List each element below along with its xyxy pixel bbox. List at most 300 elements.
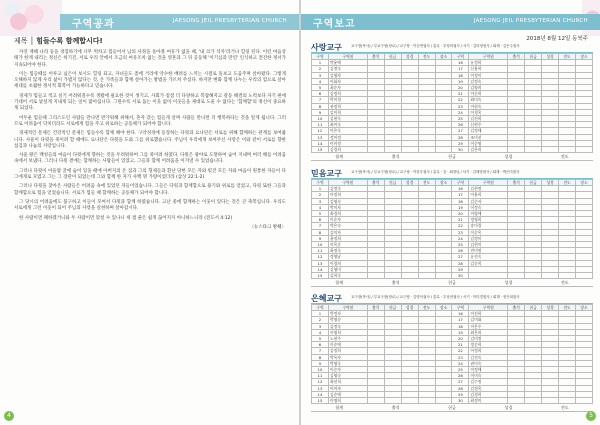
paragraph: 어두운 힘들때 그리스도인 사람들 만나면 반가워해 위해서, 혼자 갔는 힘들게 살며 사람들 만나면 더 행복하다는 것을 알게 됩니다. 그러므로 어려움이 닥치더라도 서로에게 힘을 주고 위로하는 공동체가 되어야 합니다. — [14, 115, 286, 127]
blank-cell — [435, 273, 452, 279]
member-name: 김정애 — [469, 128, 508, 134]
group-number: 10 — [312, 116, 329, 122]
group-number: 25 — [452, 367, 469, 373]
blank-cell — [508, 273, 525, 279]
summary-row — [311, 153, 593, 161]
blank-cell — [559, 147, 576, 153]
right-page-title: 구역보고 — [313, 19, 356, 30]
group-number: 15 — [312, 147, 329, 153]
group-number: 17 — [452, 66, 469, 72]
member-name: 김경희 — [469, 391, 508, 397]
blank-cell — [508, 398, 525, 404]
blank-cell — [435, 147, 452, 153]
group-number: 24 — [452, 235, 469, 241]
blank-cell — [418, 398, 435, 404]
member-name: 조미선 — [469, 134, 508, 140]
group-number: 30 — [452, 147, 469, 153]
group-number: 22 — [452, 97, 469, 103]
paragraph: 경제가 힘들고 적고 실기 어려워질수록 생활에 필요한 것이 생기고, 사회가 점점 더 다양하고 복잡해지고 갈등 해결의 노력보다 자기 편에 기대어 서로 낯설게 지내게 되는 일이 많아집니다. 그럴수록 서로 돕는 이웃 없이 이웃들을 제대로 도울 수 없다는 '함께함'의 정신이 중요하게 되었다. — [14, 93, 286, 112]
right-page-subtitle: JAESONG JEIL PRESBYTERIAN CHURCH — [473, 18, 588, 24]
district-header — [311, 293, 593, 304]
member-name: 김정희 — [328, 348, 367, 354]
member-name: 권미숙 — [469, 360, 508, 366]
group-number: 26 — [452, 373, 469, 379]
column-header: 구역 — [312, 305, 329, 311]
column-header: 구역원 — [469, 54, 508, 60]
member-name: 이정미 — [469, 72, 508, 78]
group-number: 18 — [452, 323, 469, 329]
group-number: 30 — [452, 273, 469, 279]
member-name: 김경희 — [328, 147, 367, 153]
member-name: 김진숙 — [469, 354, 508, 360]
group-number: 28 — [452, 385, 469, 391]
group-number: 13 — [312, 385, 329, 391]
group-number: 26 — [452, 122, 469, 128]
blank-cell — [508, 147, 525, 153]
lesson-title: 힘들수록 함께합시다! — [36, 37, 103, 45]
group-number: 2 — [312, 192, 329, 198]
group-number: 19 — [452, 329, 469, 335]
group-number: 20 — [452, 336, 469, 342]
member-name: 김정숙 — [328, 66, 367, 72]
column-header: 구역원 — [328, 305, 367, 311]
summary-label: 성경 — [504, 405, 513, 411]
summary-label: 출석 — [391, 405, 400, 411]
column-header: 장소 — [575, 305, 592, 311]
blank-cell — [384, 398, 401, 404]
group-number: 4 — [312, 204, 329, 210]
group-number: 16 — [452, 311, 469, 317]
member-name: 박영숙 — [328, 360, 367, 366]
district-block — [311, 293, 593, 412]
column-header: 헌금 — [525, 180, 542, 186]
member-name: 박미경 — [328, 97, 367, 103]
group-number: 2 — [312, 66, 329, 72]
group-number: 17 — [452, 192, 469, 198]
summary-label: 합계 — [335, 154, 344, 160]
member-name: 이은주 — [469, 323, 508, 329]
group-number: 16 — [452, 60, 469, 66]
member-name: 최미숙 — [328, 122, 367, 128]
column-header: 구역 — [452, 180, 469, 186]
column-header: 성경 — [401, 180, 418, 186]
group-number: 3 — [312, 323, 329, 329]
member-name: 김순자 — [469, 198, 508, 204]
group-number: 18 — [452, 72, 469, 78]
member-name: 이영애 — [469, 211, 508, 217]
blank-cell — [384, 273, 401, 279]
group-number: 21 — [452, 91, 469, 97]
member-name: 이순희 — [469, 91, 508, 97]
member-name: 이경희 — [328, 260, 367, 266]
member-name: 김미희 — [328, 109, 367, 115]
group-number: 8 — [312, 103, 329, 109]
group-number: 11 — [312, 122, 329, 128]
district-header — [311, 168, 593, 179]
district-name: 사랑교구 — [311, 43, 342, 52]
paragraph: 그러나 다윗을 찾아온 사람들은 어려움 속에 있었던 자들이었습니다. 그들은 다윗과 함께함으로 용기와 위로를 얻었고, 다윗 또한 그들과 함께함으로 힘을 얻었습니다. 서로가 힘들 때 함께하는 공동체가 되어야 합니다. — [14, 184, 286, 196]
group-number: 13 — [312, 134, 329, 140]
member-name: 박옥자 — [328, 354, 367, 360]
member-name: 김현정 — [469, 186, 508, 192]
group-number: 5 — [312, 336, 329, 342]
group-number: 19 — [452, 204, 469, 210]
paragraph: 경제적인 문제든 건강적인 문제든 힘들수록 함께 해야 한다. 구약성경에 등장하는 다윗과 요나단은 서로를 위해 함께하는 관계를 보여줍니다. 사울이 다윗을 죽이려 할 때에도 요나단은 다윗을 도와 그를 위로했습니다. 주님이 우리에게 보여주신 사랑은 이와 같이 서로를 향한 섬김과 나눔의 사랑입니다. — [14, 131, 286, 149]
column-header: 전도 — [559, 180, 576, 186]
member-name: 최선희 — [328, 379, 367, 385]
member-name: 최순자 — [328, 85, 367, 91]
column-header: 출석 — [367, 305, 384, 311]
member-name: 최정숙 — [328, 248, 367, 254]
group-number: 10 — [312, 367, 329, 373]
member-name: 송미경 — [469, 223, 508, 229]
member-name: 김정숙 — [328, 323, 367, 329]
paragraph: 사울 왕은 백성들의 마음이 다윗에게 향하는 것을 두려워하여 그를 죽이려 하였다. 다윗은 광야로 도망하여 숨어 지내며 여러 해를 어려움 속에서 보냈다. 그러나 다윗 곁에는 함께하는 사람들이 있었고, 그들과 함께 어려움을 이겨낼 수 있었습니다. — [14, 153, 286, 165]
left-page-title: 구역공과 — [72, 19, 115, 30]
lesson-label: 제목 — [14, 37, 28, 45]
group-number: 11 — [312, 373, 329, 379]
blank-cell — [367, 147, 384, 153]
column-header: 전도 — [418, 54, 435, 60]
group-number: 4 — [312, 78, 329, 84]
member-name: 이명희 — [328, 398, 367, 404]
group-number: 14 — [312, 140, 329, 146]
group-number: 19 — [452, 78, 469, 84]
group-number: 25 — [452, 242, 469, 248]
group-number: 7 — [312, 348, 329, 354]
group-number: 14 — [312, 266, 329, 272]
group-number: 2 — [312, 317, 329, 323]
column-header: 장소 — [435, 305, 452, 311]
member-name: 정영희 — [469, 217, 508, 223]
member-name: 김정숙 — [469, 78, 508, 84]
member-name: 이순자 — [328, 217, 367, 223]
group-number: 27 — [452, 379, 469, 385]
column-header: 성경 — [542, 180, 559, 186]
district-name: 은혜교구 — [311, 294, 342, 303]
member-name: 김희숙 — [328, 273, 367, 279]
column-header: 출석 — [508, 180, 525, 186]
column-header: 구역 — [452, 54, 469, 60]
lesson-heading: 제목 │ 힘들수록 함께합시다! — [14, 37, 103, 45]
member-name: 최미숙 — [469, 97, 508, 103]
blank-cell — [575, 398, 592, 404]
group-number: 15 — [312, 398, 329, 404]
group-number: 10 — [312, 242, 329, 248]
closing-verse: 한 사람이면 패하겠거니와 두 사람이면 맞설 수 있나니 세 겹 줄은 쉽게 끊어지지 아니하느니라 (전도서 4:12) — [19, 215, 233, 221]
member-name: 김진희 — [469, 116, 508, 122]
group-number: 9 — [312, 360, 329, 366]
member-name: 신용희 — [469, 66, 508, 72]
left-page-subtitle: JAESONG JEIL PRESBYTERIAN CHURCH — [172, 18, 287, 24]
group-number: 1 — [312, 60, 329, 66]
member-name: 이정숙 — [469, 204, 508, 210]
group-number: 22 — [452, 348, 469, 354]
group-number: 12 — [312, 379, 329, 385]
summary-label: 출석 — [391, 154, 400, 160]
member-name: 최은희 — [469, 329, 508, 335]
column-header: 구역 — [312, 54, 329, 60]
blank-cell — [575, 147, 592, 153]
summary-label: 성경 — [504, 154, 513, 160]
group-number: 21 — [452, 217, 469, 223]
group-number: 3 — [312, 198, 329, 204]
blank-cell — [418, 273, 435, 279]
summary-label: 전도 — [560, 405, 569, 411]
member-name: 박정자 — [328, 311, 367, 317]
blank-cell — [542, 147, 559, 153]
column-header: 구역원 — [469, 180, 508, 186]
column-header: 구역원 — [328, 54, 367, 60]
column-header: 성경 — [542, 305, 559, 311]
summary-label: 헌금 — [448, 280, 456, 286]
group-number: 9 — [312, 109, 329, 115]
member-name: 김정희 — [328, 91, 367, 97]
member-name: 박영순 — [328, 317, 367, 323]
member-name: 김정옥 — [469, 385, 508, 391]
column-header: 전도 — [559, 305, 576, 311]
lesson-body — [14, 50, 286, 231]
member-name: 김영희 — [469, 85, 508, 91]
group-number: 11 — [312, 248, 329, 254]
member-name: 이정애 — [469, 367, 508, 373]
member-name: 최경희 — [328, 211, 367, 217]
member-name: 이경옥 — [469, 109, 508, 115]
column-header: 성경 — [401, 305, 418, 311]
column-header: 구역 — [312, 180, 329, 186]
summary-label: 헌금 — [448, 405, 456, 411]
column-header: 장소 — [575, 180, 592, 186]
blank-cell — [367, 398, 384, 404]
member-name — [469, 273, 508, 279]
member-name: 이화자 — [328, 78, 367, 84]
member-name: 윤정희 — [328, 235, 367, 241]
member-name: 김은희 — [469, 147, 508, 153]
district-name: 믿음교구 — [311, 169, 342, 178]
member-name: 노현주 — [328, 336, 367, 342]
district-block — [311, 168, 593, 287]
group-number: 6 — [312, 342, 329, 348]
member-name: 정영남 — [328, 254, 367, 260]
table-row — [312, 273, 593, 279]
member-name: 이미정 — [328, 140, 367, 146]
member-name: 이순옥 — [469, 229, 508, 235]
member-name: 김미화 — [469, 317, 508, 323]
blank-cell — [559, 273, 576, 279]
member-name: 김정미 — [469, 235, 508, 241]
group-number: 14 — [312, 391, 329, 397]
column-header: 구역원 — [328, 180, 367, 186]
group-number: 12 — [312, 254, 329, 260]
member-name: 박윤애 — [328, 60, 367, 66]
member-name: 이현숙 — [469, 103, 508, 109]
blank-cell — [401, 398, 418, 404]
member-name: 이정희 — [328, 192, 367, 198]
member-name: 김영미 — [328, 266, 367, 272]
paragraph: 그 당시의 어려움에도 불구하고 이들이 모여서 다윗과 함께 하였습니다. 고난 중에 함께하는 이웃이 있다는 것은 큰 축복입니다. 우리도 서로에게 그런 이웃이 되어 주님의 사랑을 실천하며 살아갑시다. — [14, 199, 286, 212]
summary-label: 합계 — [335, 280, 344, 286]
right-page — [301, 0, 600, 425]
member-name: 이순애 — [328, 342, 367, 348]
table-row — [312, 147, 593, 153]
group-number: 23 — [452, 354, 469, 360]
member-name: 김현미 — [469, 242, 508, 248]
summary-label: 헌금 — [448, 154, 456, 160]
group-number: 15 — [312, 273, 329, 279]
group-number: 13 — [312, 260, 329, 266]
column-header: 구역 — [452, 305, 469, 311]
member-name: 김미정 — [469, 336, 508, 342]
group-number: 24 — [452, 360, 469, 366]
district-leaders: 교구장(목사) / 부교구장(장로) / 교구장 · 김명석권사 / 총무 · 우상현권사 / 서기 · 이미경집사 / 회계 · 정은희집사 — [351, 295, 520, 299]
group-number: 16 — [452, 186, 469, 192]
group-number: 24 — [452, 109, 469, 115]
group-number: 27 — [452, 128, 469, 134]
group-number: 20 — [452, 211, 469, 217]
member-name: 이순영 — [469, 140, 508, 146]
member-name: 김순애 — [328, 391, 367, 397]
group-number: 1 — [312, 311, 329, 317]
column-header: 헌금 — [525, 305, 542, 311]
group-number: 7 — [312, 97, 329, 103]
member-name: 김영숙 — [328, 198, 367, 204]
member-name: 이미숙 — [469, 373, 508, 379]
group-number: 27 — [452, 254, 469, 260]
group-number: 3 — [312, 72, 329, 78]
summary-label: 성경 — [504, 280, 513, 286]
group-number: 6 — [312, 91, 329, 97]
column-header: 장소 — [435, 180, 452, 186]
group-number: 4 — [312, 329, 329, 335]
member-name: 박미자 — [328, 204, 367, 210]
source-note: 〈뉴스타크 발췌〉 — [249, 224, 286, 230]
member-name: 이정희 — [469, 348, 508, 354]
member-name: 이순자 — [328, 367, 367, 373]
group-number: 1 — [312, 186, 329, 192]
group-number: 20 — [452, 85, 469, 91]
member-name: 전미정 — [469, 248, 508, 254]
group-number: 21 — [452, 342, 469, 348]
member-name: 유진숙 — [469, 254, 508, 260]
group-number: 5 — [312, 211, 329, 217]
column-header: 헌금 — [384, 54, 401, 60]
member-name: 김미자 — [328, 229, 367, 235]
attendance-table — [311, 304, 593, 404]
paragraph: 이는 힘들때를 어루고 넘은이 보시도 힐링 되고, 자녀들도 좀에 거리에 악수한 배려를 느끼는 시절로 돌보고 도움주며 살아왔다. 그렇게 오해하지 않게 우리 삶이 가볍지 않다는 것, 온 가족들과 함께 살아가는 방법을 가르쳐 주셨다. 하지만 변화 함께 나누는 우리의 힘으로 살아 세대를 초월한 정서적 회복이 가능하다고 믿습니다. — [14, 71, 286, 90]
left-page — [0, 0, 299, 425]
blank-cell — [575, 273, 592, 279]
column-header: 출석 — [508, 54, 525, 60]
blank-cell — [401, 147, 418, 153]
summary-label: 전도 — [560, 154, 569, 160]
group-number: 29 — [452, 140, 469, 146]
blank-cell — [525, 273, 542, 279]
group-number: 30 — [452, 398, 469, 404]
table-row — [312, 398, 593, 404]
column-header: 헌금 — [384, 180, 401, 186]
group-number: 28 — [452, 134, 469, 140]
member-name: 김영자 — [328, 72, 367, 78]
blank-cell — [525, 398, 542, 404]
paragraph: 자연 재해 나라 등을 경험하기에 너무 벅차고 힘들어서 남의 사정을 돌아볼 여유가 없을 때, '내 코가 석자'라거나 힐링 된다. 이런 마음상태가 한계 내리는 정신은 허기진, 서로 우리 안에서 조금의 여유조차 없는 것을 영혼과 그 뒤 공동체 '이기심과 만연' 인식하고 전진한 정서가 지속되어야 한다. — [14, 50, 286, 68]
member-name: 유정희 — [469, 60, 508, 66]
member-name: 김수정 — [469, 379, 508, 385]
report-date: 2018년 8월 12일 동북주 — [526, 36, 588, 42]
group-number: 23 — [452, 103, 469, 109]
left-banner — [60, 14, 299, 30]
summary-row — [311, 404, 593, 412]
member-name: 권정희 — [328, 103, 367, 109]
group-number: 12 — [312, 128, 329, 134]
right-banner — [301, 14, 600, 30]
blank-cell — [384, 147, 401, 153]
blank-cell — [401, 273, 418, 279]
blank-cell — [525, 147, 542, 153]
member-name: 이은숙 — [328, 128, 367, 134]
group-number: 25 — [452, 116, 469, 122]
group-number: 28 — [452, 260, 469, 266]
column-header: 출석 — [508, 305, 525, 311]
district-leaders: 교구장(목사) / 부교구장(장로) / 교구장 · 이한우권사 / 총무 · 김 · 회장님 / 서기 · 김태영집사 / 회계 · 박은미집사 — [351, 170, 520, 174]
member-name: 김순희 — [469, 260, 508, 266]
page-number: 4 — [4, 411, 14, 421]
summary-label: 출석 — [391, 280, 400, 286]
blank-cell — [367, 273, 384, 279]
district-header — [311, 42, 593, 53]
column-header: 성경 — [542, 54, 559, 60]
column-header: 성경 — [401, 54, 418, 60]
member-name: 김정숙 — [328, 186, 367, 192]
group-number: 18 — [452, 198, 469, 204]
group-number: 7 — [312, 223, 329, 229]
group-number: 6 — [312, 217, 329, 223]
attendance-table — [311, 53, 593, 153]
summary-label: 합계 — [335, 405, 344, 411]
group-number: 8 — [312, 354, 329, 360]
member-name: 최정미 — [469, 398, 508, 404]
member-name: 김현숙 — [328, 116, 367, 122]
member-name: 이미자 — [328, 385, 367, 391]
flower-illustration — [0, 0, 62, 36]
column-header: 장소 — [575, 54, 592, 60]
district-block — [311, 42, 593, 161]
member-name: 정미정 — [328, 134, 367, 140]
column-header: 장소 — [435, 54, 452, 60]
page-number: 5 — [586, 411, 596, 421]
member-name: 이옥순 — [328, 242, 367, 248]
summary-row — [311, 279, 593, 287]
group-number: 8 — [312, 229, 329, 235]
blank-cell — [542, 398, 559, 404]
column-header: 출석 — [367, 54, 384, 60]
column-header: 헌금 — [525, 54, 542, 60]
group-number: 26 — [452, 248, 469, 254]
column-header: 전도 — [418, 305, 435, 311]
blank-cell — [542, 273, 559, 279]
column-header: 헌금 — [384, 305, 401, 311]
member-name: 이윤희 — [469, 192, 508, 198]
group-number: 17 — [452, 317, 469, 323]
blank-cell — [559, 398, 576, 404]
member-name: 이영희 — [328, 329, 367, 335]
column-header: 구역원 — [469, 305, 508, 311]
member-name: 신현주 — [469, 122, 508, 128]
group-number: 5 — [312, 85, 329, 91]
member-name: 이진희 — [469, 311, 508, 317]
district-leaders: 교구장(목사) / 부교구장(장로) / 교구장 · 이순연권사 / 총무 · 우정미권사 / 서기 · 김미정집사 / 회계 · 김은주집사 — [351, 44, 520, 48]
blank-cell — [418, 147, 435, 153]
attendance-table — [311, 179, 593, 279]
